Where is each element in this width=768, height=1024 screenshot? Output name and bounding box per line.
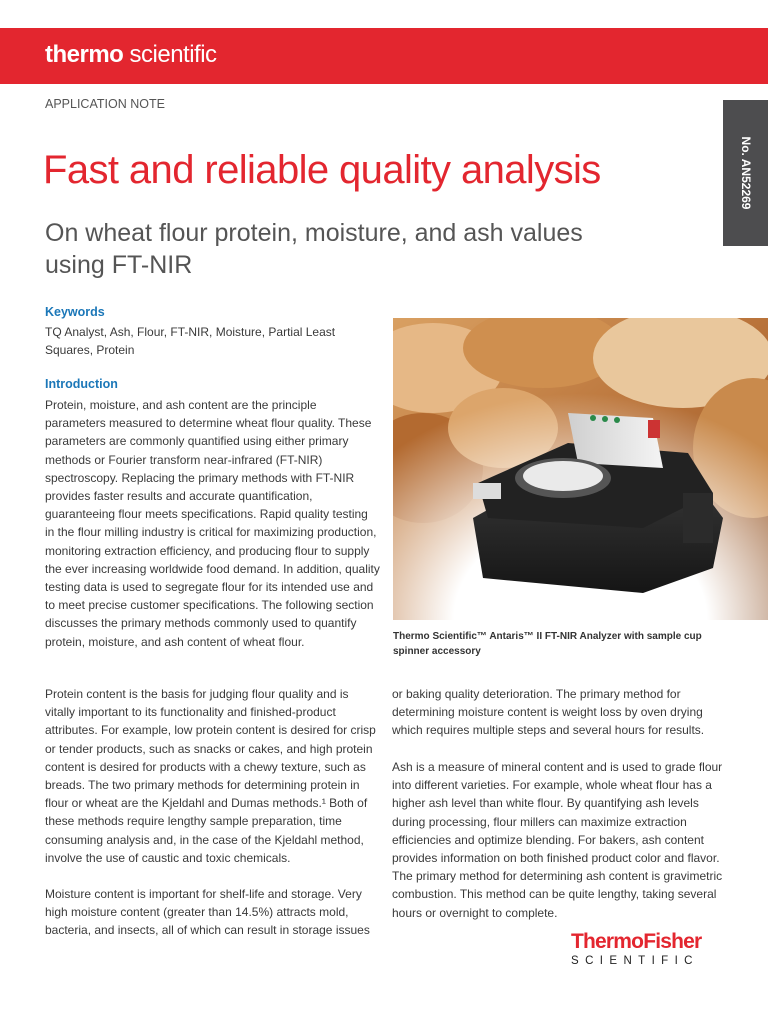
keywords-heading: Keywords <box>45 305 105 319</box>
body-right-paragraph-1: or baking quality deterioration. The primary method for determining moisture content is weight loss by oven drying which requires multiple steps and several hours for results. <box>392 687 705 738</box>
body-left-paragraph-2: Moisture content is important for shelf-life and storage. Very high moisture content (greater than 14.5%) attracts mold, bacteria, and insects, all of which can result in storage issues <box>45 887 370 938</box>
analyzer-photo <box>393 318 768 620</box>
page-title: Fast and reliable quality analysis <box>43 148 601 192</box>
thermo-fisher-wordmark: ThermoFisher <box>571 930 702 953</box>
document-type-label: APPLICATION NOTE <box>45 97 165 111</box>
introduction-text: Protein, moisture, and ash content are the principle parameters measured to determine wheat flour quality. These parameters are commonly quantified using either primary methods or Fourier transform near-infrared (FT-NIR) spectroscopy. Replacing the primary methods with FT-NIR provides faster results and accurate quantification, guaranteeing flour meets specifications. Rapid quality testing in the flour milling industry is critical for maximizing production, monitoring extraction efficiency, and producing flour to supply the ever increasing worldwide food demand. In addition, quality testing data is used to segregate flour for its intended use and to meet precise customer specifications. The following section discusses the primary methods commonly used to quantify protein, moisture, and ash content of wheat flour. <box>45 398 380 649</box>
page-subtitle: On wheat flour protein, moisture, and ash values using FT-NIR <box>45 219 583 279</box>
body-right-paragraph-2: Ash is a measure of mineral content and is used to grade flour into different varieties. For example, whole wheat flour has a higher ash level than white flour. By quantifying ash levels during processing, flour millers can maximize extraction efficiencies and optimize blending. For bakers, ash content provides information on both finished product color and flavor. The primary method for determining ash content is gravimetric combustion. This method can be quite lengthy, taking several hours or overnight to complete. <box>392 760 723 920</box>
scientific-wordmark: SCIENTIFIC <box>571 955 699 967</box>
keywords-text: TQ Analyst, Ash, Flour, FT-NIR, Moisture, Partial Least Squares, Protein <box>45 325 336 358</box>
thermo-fisher-logo <box>571 930 723 967</box>
doc-number-tab <box>723 100 768 246</box>
thermo-scientific-logo: thermo scientific <box>45 41 217 68</box>
introduction-heading: Introduction <box>45 377 118 391</box>
doc-number: No. AN52269 <box>738 136 753 210</box>
body-left-paragraph-1: Protein content is the basis for judging flour quality and is vitally important to its functionality and finished-product attributes. For example, low protein content is desired for crisp or tender products, such as snacks or cakes, and high protein content is desired for products with a chewy texture, such as breads. The two primary methods for determining protein in flour or wheat are the Kjeldahl and Dumas methods.¹ Both of these methods require lengthy sample preparation, time consuming analysis and, in the case of the Kjeldahl method, involve the use of caustic and toxic chemicals. <box>45 687 376 865</box>
brand-bar <box>0 28 768 84</box>
figure-caption: Thermo Scientific™ Antaris™ II FT-NIR Analyzer with sample cup spinner accessory <box>393 631 702 657</box>
